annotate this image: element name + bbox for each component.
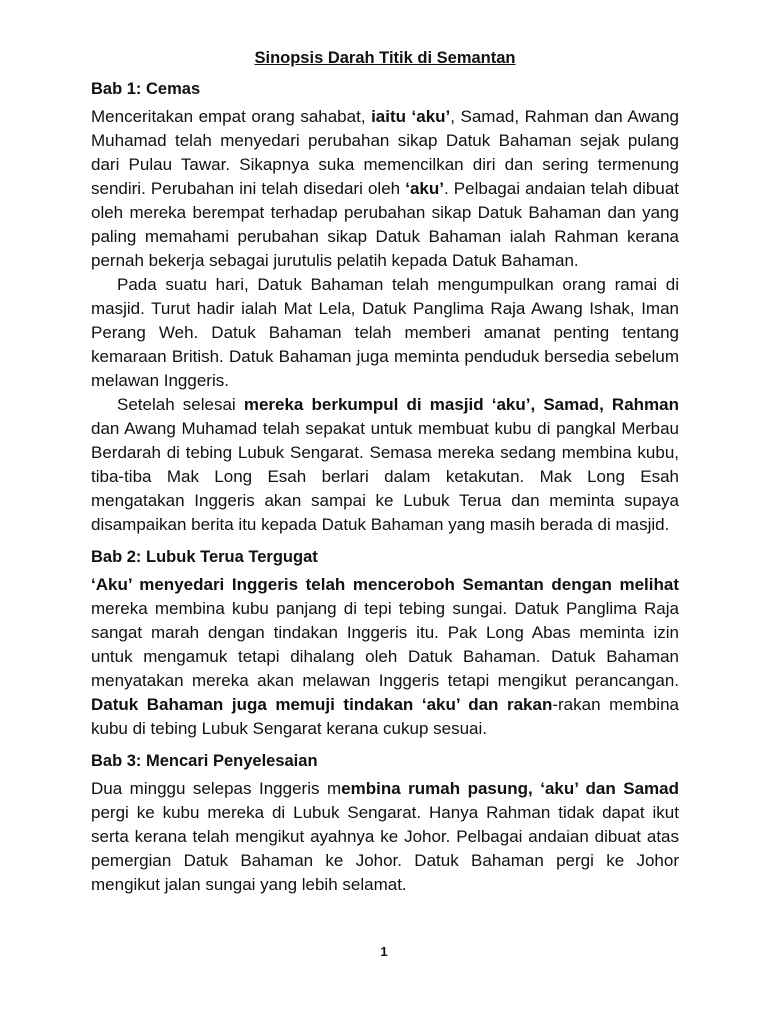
text-run: Menceritakan empat orang sahabat, [91,107,372,126]
chapter-2-paragraph-1 [91,573,679,741]
bold-run: ‘aku’ [405,179,444,198]
chapter-1-paragraph-1 [91,105,679,273]
text-run: Dua minggu selepas Inggeris m [91,779,342,798]
document-title: Sinopsis Darah Titik di Semantan [254,49,516,67]
text-run: mereka membina kubu panjang di tepi tebing sungai. Datuk Panglima Raja sangat marah dengan tindakan Inggeris itu. Pak Long Abas meminta izin untuk mengamuk tetapi dihalang oleh Datuk Bahaman. Datuk Bahaman menyatakan mereka akan melawan Inggeris tetapi mengikut perancangan. [91,599,679,690]
text-run: dan Awang Muhamad telah sepakat untuk membuat kubu di pangkal Merbau Berdarah di tebing Lubuk Sengarat. Semasa mereka sedang membina kubu, tiba-tiba Mak Long Esah berlari dalam ketakutan. Mak Long Esah mengatakan Inggeris akan sampai ke Lubuk Terua dan meminta supaya disampaikan berita itu kepada Datuk Bahaman yang masih berada di masjid. [91,419,679,534]
text-run: . Pelbagai andaian telah dibuat oleh mereka berempat terhadap perubahan sikap Datuk Bahaman dan yang paling memahami perubahan sikap Datuk Bahaman ialah Rahman kerana pernah bekerja sebagai jurutulis pelatih kepada Datuk Bahaman. [91,179,679,270]
chapter-1-paragraph-3 [91,393,679,537]
page-number: 1 [380,944,388,959]
bold-run: embina rumah pasung, ‘aku’ dan Samad [341,779,679,798]
text-run: -rakan membina kubu di tebing Lubuk Sengarat kerana cukup sesuai. [91,695,679,738]
text-run: pergi ke kubu mereka di Lubuk Sengarat. Hanya Rahman tidak dapat ikut serta kerana telah mengikut ayahnya ke Johor. Pelbagai andaian dibuat atas pemergian Datuk Bahaman ke Johor. Datuk Bahaman pergi ke Johor mengikut jalan sungai yang lebih selamat. [91,803,679,894]
bold-run: ‘Aku’ menyedari Inggeris telah menceroboh Semantan dengan melihat [91,575,679,594]
chapter-1-heading: Bab 1: Cemas [91,80,201,98]
chapter-1-paragraph-2: Pada suatu hari, Datuk Bahaman telah mengumpulkan orang ramai di masjid. Turut hadir ialah Mat Lela, Datuk Panglima Raja Awang Ishak, Iman Perang Weh. Datuk Bahaman telah memberi amanat penting tentang kemaraan British. Datuk Bahaman juga meminta penduduk bersedia sebelum melawan Inggeris. [91,275,679,390]
bold-run: Datuk Bahaman juga memuji tindakan ‘aku’ dan rakan [91,695,553,714]
bold-run: mereka berkumpul di masjid ‘aku’, Samad, Rahman [243,395,679,414]
bold-run: iaitu ‘aku’ [371,107,451,126]
text-run: Setelah selesai [117,395,244,414]
chapter-2-heading: Bab 2: Lubuk Terua Tergugat [91,548,318,566]
text-run: , Samad, Rahman dan Awang Muhamad telah menyedari perubahan sikap Datuk Bahaman sejak pulang dari Pulau Tawar. Sikapnya suka memencilkan diri dan sering termenung sendiri. Perubahan ini telah disedari oleh [91,107,679,198]
chapter-3-heading: Bab 3: Mencari Penyelesaian [91,752,318,770]
chapter-3-paragraph-1 [91,777,679,897]
